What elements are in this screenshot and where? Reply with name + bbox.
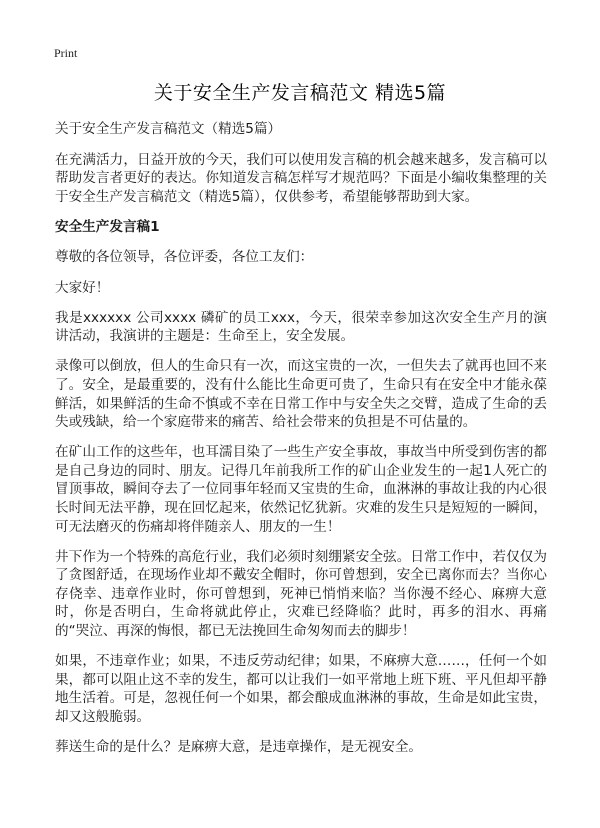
- salutation-paragraph: 尊敬的各位领导，各位评委，各位工友们：: [55, 249, 314, 266]
- document-title: 关于安全生产发言稿范文 精选5篇: [153, 82, 447, 104]
- body-paragraph: 在矿山工作的这些年，也耳濡目染了一些生产安全事故，事故当中所受到伤害的都是自己身边的同时、朋友。记得几年前我所工作的矿山企业发生的一起1人死亡的冒顶事故，瞬间夺去了一位同事年轻而又宝贵的生命，血淋淋的事故让我的内心很长时间无法平静，现在回忆起来，依然记忆犹新。灾难的发生只是短短的一瞬间，可无法磨灭的伤痛却将伴随亲人、朋友的一生！: [55, 444, 547, 535]
- body-paragraph: 葬送生命的是什么？是麻痹大意，是违章操作，是无视安全。: [55, 739, 423, 756]
- document-body: [55, 120, 547, 768]
- intro-paragraph: 在充满活力，日益开放的今天，我们可以使用发言稿的机会越来越多，发言稿可以帮助发言者更好的表达。你知道发言稿怎样写才规范吗？下面是小编收集整理的关于安全生产发言稿范文（精选5篇），仅供参考，希望能够帮助到大家。: [55, 151, 547, 205]
- body-paragraph: 录像可以倒放，但人的生命只有一次，而这宝贵的一次，一但失去了就再也回不来了。安全，是最重要的，没有什么能比生命更可贵了，生命只有在安全中才能永葆鲜活，如果鲜活的生命不慎或不幸在日常工作中与安全失之交臂，造成了生命的丢失或残缺，给一个家庭带来的痛苦、给社会带来的负担是不可估量的。: [55, 358, 547, 431]
- body-paragraph: 我是xxxxxx 公司xxxx 磷矿的员工xxx，今天，很荣幸参加这次安全生产月的演讲活动，我演讲的主题是：生命至上，安全发展。: [55, 309, 547, 345]
- document-subtitle: 关于安全生产发言稿范文（精选5篇）: [55, 121, 282, 137]
- section-heading: 安全生产发言稿1: [55, 218, 160, 235]
- print-label: Print: [54, 46, 78, 60]
- greeting-paragraph: 大家好！: [55, 279, 110, 296]
- body-paragraph: 井下作为一个特殊的高危行业，我们必须时刻绷紧安全弦。日常工作中，若仅仅为了贪图舒适，在现场作业却不戴安全帽时，你可曾想到，安全已离你而去？当你心存侥幸、违章作业时，你可曾想到，死神已悄悄来临？当你漫不经心、麻痹大意时，你是否明白，生命将就此停止，灾难已经降临？此时，再多的泪水、再痛的“哭泣、再深的悔恨，都已无法挽回生命匆匆而去的脚步！: [55, 548, 547, 640]
- body-paragraph: 如果，不违章作业；如果，不违反劳动纪律；如果，不麻痹大意……，任何一个如果，都可以阻止这不幸的发生，都可以让我们一如平常地上班下班、平凡但却平静地生活着。可是，忽视任何一个如果，都会酿成血淋淋的事故，生命是如此宝贵，却又这般脆弱。: [55, 653, 547, 725]
